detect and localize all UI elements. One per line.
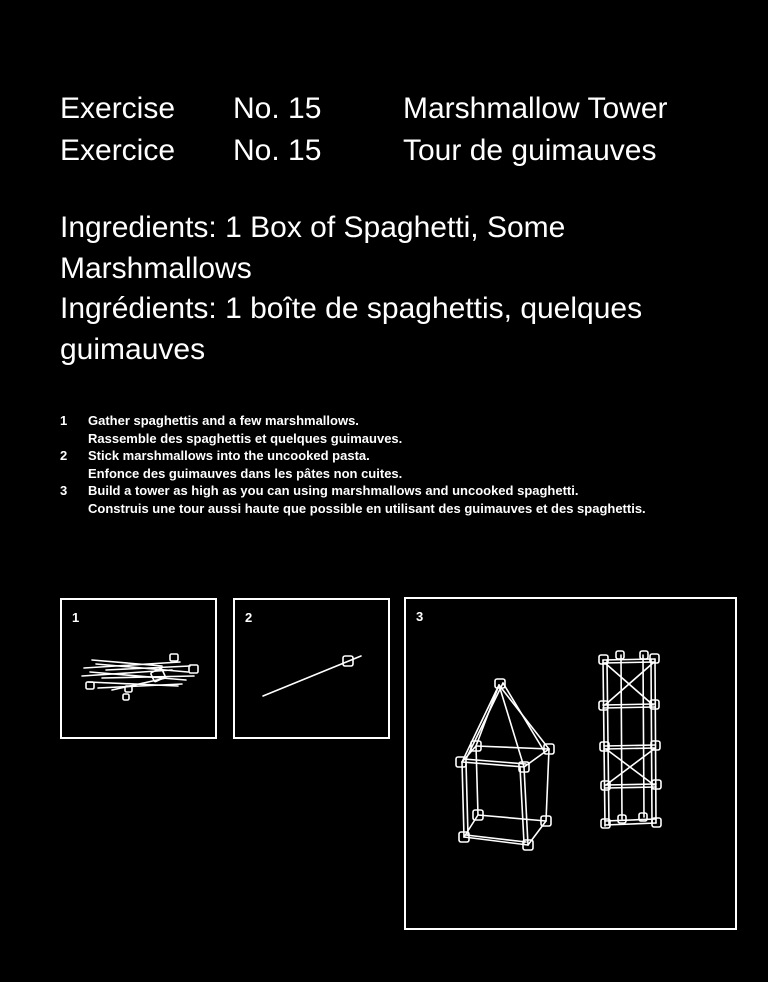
exercise-word-fr: Exercice — [60, 134, 176, 167]
step-number: 1 — [60, 413, 68, 428]
exercise-number-fr: No. 15 — [233, 134, 322, 167]
exercise-number: No. 15 — [233, 92, 322, 125]
exercise-name-fr: Tour de guimauves — [403, 134, 657, 167]
step-english: Gather spaghettis and a few marshmallows. — [88, 413, 359, 428]
ingredients-block — [60, 208, 750, 370]
panel-label: 1 — [72, 610, 80, 625]
step-number: 2 — [60, 448, 68, 463]
illustration-panel-2 — [233, 598, 390, 739]
step-english: Build a tower as high as you can using marshmallows and uncooked spaghetti. — [88, 483, 579, 498]
step-3 — [60, 482, 750, 517]
step-french: Enfonce des guimauves dans les pâtes non cuites. — [88, 465, 403, 481]
step-french: Construis une tour aussi haute que possible en utilisant des guimauves et des spaghettis. — [88, 500, 646, 516]
step-text — [88, 412, 402, 447]
spaghetti-and-marshmallows-icon — [62, 600, 215, 737]
ingredients-french: Ingrédients: 1 boîte de spaghettis, quelques guimauves — [60, 292, 643, 366]
step-text — [88, 482, 688, 517]
illustration-panel-1 — [60, 598, 217, 739]
marshmallow-on-stick-icon — [235, 600, 388, 737]
step-english: Stick marshmallows into the uncooked pasta. — [88, 448, 370, 463]
step-2 — [60, 447, 750, 482]
panel-label: 3 — [416, 609, 424, 624]
exercise-name: Marshmallow Tower — [403, 92, 668, 125]
step-text — [88, 447, 402, 482]
marshmallow-towers-icon — [406, 599, 735, 928]
exercise-word: Exercise — [60, 92, 176, 125]
step-french: Rassemble des spaghettis et quelques guimauves. — [88, 430, 403, 446]
panel-label: 2 — [245, 610, 253, 625]
ingredients-english: Ingredients: 1 Box of Spaghetti, Some Marshmallows — [60, 211, 566, 285]
steps-list — [60, 412, 750, 517]
step-1 — [60, 412, 750, 447]
step-number: 3 — [60, 483, 68, 498]
illustration-panel-3 — [404, 597, 737, 930]
